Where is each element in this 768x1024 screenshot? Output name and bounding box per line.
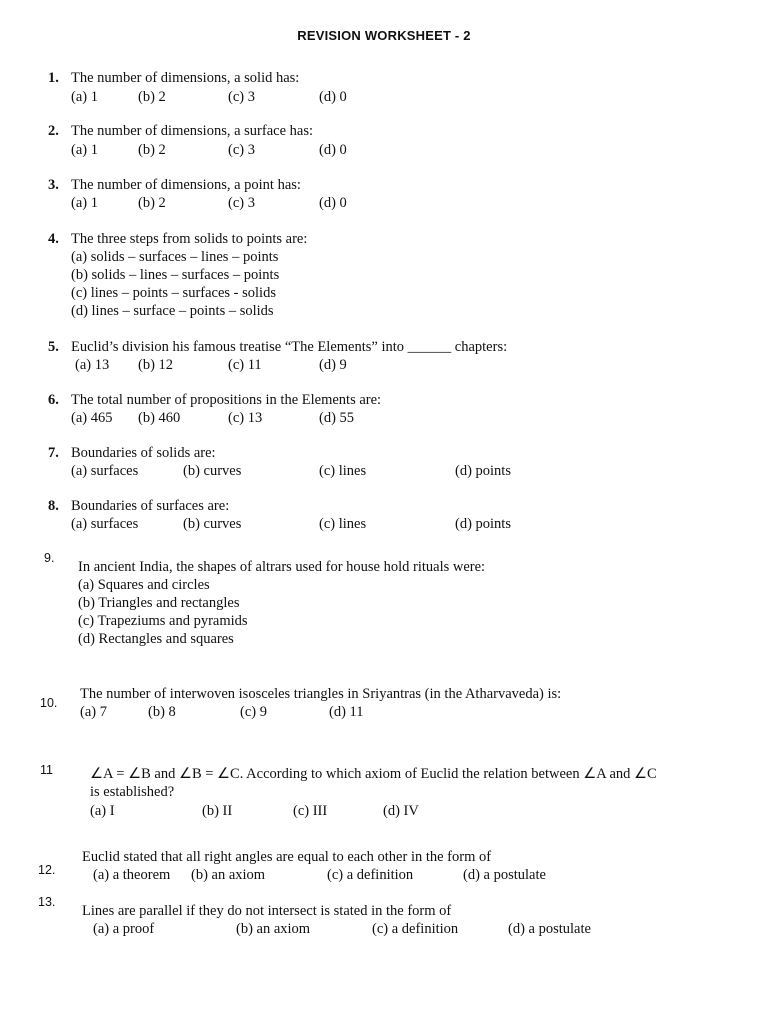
- question-number: 6.: [48, 392, 59, 408]
- option-b: (b) an axiom: [191, 867, 266, 883]
- question-number: 5.: [48, 339, 59, 355]
- question-number: 9.: [44, 551, 55, 565]
- question-number: 11: [40, 763, 53, 777]
- option-d: (d) Rectangles and squares: [78, 631, 234, 647]
- question-number: 3.: [48, 177, 59, 193]
- question-number: 8.: [48, 498, 59, 514]
- option-d: (d) 9: [319, 357, 347, 373]
- option-b: (b) 8: [148, 704, 176, 720]
- option-a: (a) I: [90, 803, 115, 819]
- question-number: 2.: [48, 123, 59, 139]
- option-a: (a) 13: [75, 357, 110, 373]
- question-stem: The number of dimensions, a point has:: [71, 177, 301, 193]
- page-title: REVISION WORKSHEET - 2: [297, 28, 471, 43]
- option-d: (d) lines – surface – points – solids: [71, 303, 274, 319]
- question-stem: The number of dimensions, a solid has:: [71, 70, 300, 86]
- option-a: (a) 1: [71, 195, 98, 211]
- option-c: (c) a definition: [372, 921, 459, 937]
- question-stem: Boundaries of solids are:: [71, 445, 216, 461]
- question-stem: The three steps from solids to points are:: [71, 231, 308, 247]
- option-c: (c) III: [293, 803, 328, 819]
- option-c: (c) lines: [319, 516, 367, 532]
- option-a: (a) 1: [71, 89, 98, 105]
- question-stem: In ancient India, the shapes of altrars used for house hold rituals were:: [78, 559, 486, 575]
- option-d: (d) 0: [319, 89, 347, 105]
- option-b: (b) curves: [183, 516, 242, 532]
- question-number: 1.: [48, 70, 59, 86]
- option-b: (b) 2: [138, 195, 166, 211]
- option-a: (a) 465: [71, 410, 113, 426]
- option-c: (c) 9: [240, 704, 267, 720]
- question-stem: ∠A = ∠B and ∠B = ∠C. According to which axiom of Euclid the relation between ∠A and ∠C: [90, 766, 657, 782]
- option-d: (d) a postulate: [508, 921, 591, 937]
- option-d: (d) 55: [319, 410, 355, 426]
- option-c: (c) 13: [228, 410, 263, 426]
- option-b: (b) solids – lines – surfaces – points: [71, 267, 280, 283]
- option-b: (b) II: [202, 803, 233, 819]
- option-a: (a) a theorem: [93, 867, 171, 883]
- question-number: 12.: [38, 863, 56, 877]
- option-b: (b) an axiom: [236, 921, 311, 937]
- option-a: (a) surfaces: [71, 463, 139, 479]
- question-stem: The total number of propositions in the Elements are:: [71, 392, 382, 408]
- question-stem: The number of dimensions, a surface has:: [71, 123, 313, 139]
- question-number: 4.: [48, 231, 59, 247]
- option-c: (c) Trapeziums and pyramids: [78, 613, 248, 629]
- option-a: (a) surfaces: [71, 516, 139, 532]
- option-c: (c) lines: [319, 463, 367, 479]
- option-d: (d) IV: [383, 803, 419, 819]
- question-stem: The number of interwoven isosceles triangles in Sriyantras (in the Atharvaveda) is:: [80, 686, 562, 702]
- question-stem-continued: is established?: [90, 784, 175, 800]
- question-number: 7.: [48, 445, 59, 461]
- question-stem: Euclid stated that all right angles are equal to each other in the form of: [82, 849, 492, 865]
- option-d: (d) 0: [319, 142, 347, 158]
- option-b: (b) curves: [183, 463, 242, 479]
- option-b: (b) 460: [138, 410, 181, 426]
- question-stem: Lines are parallel if they do not intersect is stated in the form of: [82, 903, 452, 919]
- option-d: (d) 11: [329, 704, 364, 720]
- option-a: (a) 7: [80, 704, 107, 720]
- option-c: (c) 3: [228, 89, 255, 105]
- option-c: (c) a definition: [327, 867, 414, 883]
- option-d: (d) 0: [319, 195, 347, 211]
- option-c: (c) 3: [228, 142, 255, 158]
- option-c: (c) lines – points – surfaces - solids: [71, 285, 276, 301]
- option-b: (b) Triangles and rectangles: [78, 595, 240, 611]
- question-number: 13.: [38, 895, 56, 909]
- question-number: 10.: [40, 696, 58, 710]
- question-stem: Boundaries of surfaces are:: [71, 498, 230, 514]
- option-c: (c) 11: [228, 357, 262, 373]
- question-stem: Euclid’s division his famous treatise “The Elements” into ______ chapters:: [71, 339, 508, 355]
- option-b: (b) 2: [138, 89, 166, 105]
- option-d: (d) a postulate: [463, 867, 546, 883]
- option-a: (a) solids – surfaces – lines – points: [71, 249, 279, 265]
- option-b: (b) 2: [138, 142, 166, 158]
- option-a: (a) Squares and circles: [78, 577, 210, 593]
- option-c: (c) 3: [228, 195, 255, 211]
- option-b: (b) 12: [138, 357, 174, 373]
- option-d: (d) points: [455, 516, 511, 532]
- option-a: (a) 1: [71, 142, 98, 158]
- option-d: (d) points: [455, 463, 511, 479]
- option-a: (a) a proof: [93, 921, 155, 937]
